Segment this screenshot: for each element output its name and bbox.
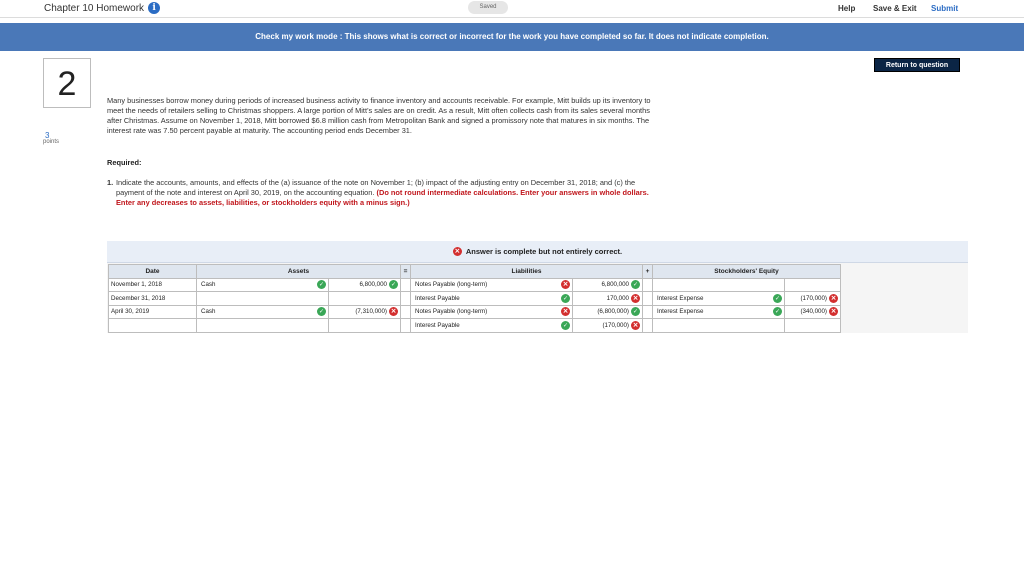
incorrect-icon: ×: [830, 307, 837, 316]
equity-account-cell-text: Interest Expense: [657, 294, 704, 302]
instruction: [107, 178, 652, 208]
asset-value-cell[interactable]: [329, 292, 401, 306]
equity-value-cell[interactable]: [785, 278, 841, 292]
liability-value-cell-text: 170,000: [606, 294, 629, 302]
liability-value-cell[interactable]: [573, 292, 643, 306]
plus-spacer: [643, 319, 653, 333]
asset-value-cell[interactable]: [329, 319, 401, 333]
liability-value-cell-text: (170,000): [602, 321, 629, 329]
incorrect-icon: ×: [390, 307, 397, 316]
asset-account-cell[interactable]: [197, 319, 329, 333]
asset-account-cell-text: Cash: [201, 281, 216, 289]
header-equals: =: [401, 265, 411, 279]
date-cell[interactable]: December 31, 2018: [109, 292, 197, 306]
liability-account-cell[interactable]: [411, 292, 573, 306]
asset-value-cell-text: 6,800,000: [359, 281, 387, 289]
saved-indicator: Saved: [468, 1, 508, 14]
equity-value-cell[interactable]: [785, 305, 841, 319]
info-icon[interactable]: i: [148, 2, 160, 14]
instruction-number: 1.: [107, 178, 114, 187]
liability-account-cell-text: Notes Payable (long-term): [415, 281, 488, 289]
plus-spacer: [643, 292, 653, 306]
correct-icon: ✓: [632, 308, 639, 316]
equity-value-cell-text: (340,000): [800, 308, 827, 316]
asset-value-cell-text: (7,310,000): [355, 308, 387, 316]
asset-account-cell[interactable]: [197, 305, 329, 319]
header-date: Date: [109, 265, 197, 279]
correct-icon: ✓: [774, 294, 781, 302]
check-work-banner: Check my work mode : This shows what is correct or incorrect for the work you have completed so far. It does not indicate completion.: [0, 23, 1024, 51]
equity-account-cell[interactable]: [653, 278, 785, 292]
correct-icon: ✓: [318, 308, 325, 316]
incorrect-icon: ×: [830, 293, 837, 302]
date-cell[interactable]: [109, 319, 197, 333]
correct-icon: ✓: [390, 281, 397, 289]
save-exit-link[interactable]: Save & Exit: [873, 4, 917, 13]
liability-account-cell[interactable]: [411, 319, 573, 333]
date-cell[interactable]: November 1, 2018: [109, 278, 197, 292]
equity-account-cell[interactable]: [653, 319, 785, 333]
header-equity: Stockholders' Equity: [653, 265, 841, 279]
points-value: 3: [45, 131, 50, 140]
table-row: [109, 319, 841, 333]
return-to-question-button[interactable]: Return to question: [874, 58, 960, 72]
help-link[interactable]: Help: [838, 4, 856, 13]
accounting-equation-table: [108, 264, 841, 333]
equity-account-cell[interactable]: [653, 305, 785, 319]
correct-icon: ✓: [562, 321, 569, 329]
correct-icon: ✓: [318, 281, 325, 289]
liability-account-cell[interactable]: [411, 305, 573, 319]
liability-account-cell-text: Notes Payable (long-term): [415, 308, 488, 316]
points-label: points: [43, 139, 60, 145]
incorrect-icon: ×: [562, 307, 569, 316]
liability-value-cell-text: (6,800,000): [597, 308, 629, 316]
equity-value-cell-text: (170,000): [800, 294, 827, 302]
liability-value-cell-text: 6,800,000: [601, 281, 629, 289]
header-liabilities: Liabilities: [411, 265, 643, 279]
table-row: [109, 292, 841, 306]
correct-icon: ✓: [632, 281, 639, 289]
instruction-text: Indicate the accounts, amounts, and effects of the (a) issuance of the note on November 1; (b) impact of the adjusting entry on December 31, 2018; and (c) the payment of the note and interest on April 30, 2019, on the accounting equation.: [116, 178, 636, 197]
plus-spacer: [643, 305, 653, 319]
instruction-text-wrap: [107, 178, 652, 208]
asset-account-cell[interactable]: [197, 278, 329, 292]
header-assets: Assets: [197, 265, 401, 279]
equals-spacer: [401, 278, 411, 292]
plus-spacer: [643, 278, 653, 292]
liability-account-cell[interactable]: [411, 278, 573, 292]
required-label: Required:: [107, 158, 142, 167]
asset-account-cell[interactable]: [197, 292, 329, 306]
asset-account-cell-text: Cash: [201, 308, 216, 316]
liability-value-cell[interactable]: [573, 319, 643, 333]
asset-value-cell[interactable]: [329, 278, 401, 292]
assignment-title-text: Chapter 10 Homework: [44, 2, 145, 14]
incorrect-icon: ×: [632, 293, 639, 302]
question-number: 2: [43, 58, 91, 108]
equals-spacer: [401, 292, 411, 306]
top-bar: [0, 0, 1024, 18]
incorrect-icon: ×: [632, 320, 639, 329]
equity-value-cell[interactable]: [785, 292, 841, 306]
incorrect-icon: ×: [454, 247, 461, 255]
table-row: [109, 278, 841, 292]
equity-value-cell[interactable]: [785, 319, 841, 333]
liability-account-cell-text: Interest Payable: [415, 294, 460, 302]
table-row: [109, 305, 841, 319]
liability-value-cell[interactable]: [573, 278, 643, 292]
equals-spacer: [401, 319, 411, 333]
equity-account-cell[interactable]: [653, 292, 785, 306]
submit-link[interactable]: Submit: [931, 4, 959, 13]
answer-status-text: Answer is complete but not entirely correct.: [465, 247, 623, 256]
incorrect-icon: ×: [562, 280, 569, 289]
header-plus: +: [643, 265, 653, 279]
correct-icon: ✓: [562, 294, 569, 302]
question-body: Many businesses borrow money during periods of increased business activity to finance inventory and accounts receivable. For example, Mitt builds up its inventory to meet the needs of retailers selling to Christmas shoppers. A large portion of Mitt’s sales are on credit. As a result, Mitt often collects cash from its sales several months after Christmas. Assume on November 1, 2018, Mitt borrowed $6.8 million cash from Metropolitan Bank and signed a promissory note that matures in six months. The interest rate was 7.50 percent payable at maturity. The accounting period ends December 31.: [107, 96, 651, 135]
correct-icon: ✓: [774, 308, 781, 316]
asset-value-cell[interactable]: [329, 305, 401, 319]
equity-account-cell-text: Interest Expense: [657, 308, 704, 316]
table-header-row: [109, 265, 841, 279]
liability-value-cell[interactable]: [573, 305, 643, 319]
assignment-title: [44, 2, 160, 14]
answer-status: [107, 241, 968, 263]
liability-account-cell-text: Interest Payable: [415, 321, 460, 329]
equals-spacer: [401, 305, 411, 319]
date-cell[interactable]: April 30, 2019: [109, 305, 197, 319]
instruction-bold: (Do not round intermediate calculations. Enter your answers in whole dollars. Enter any decreases to assets, liabilities, or stockholders equity with a minus sign.): [116, 188, 649, 207]
